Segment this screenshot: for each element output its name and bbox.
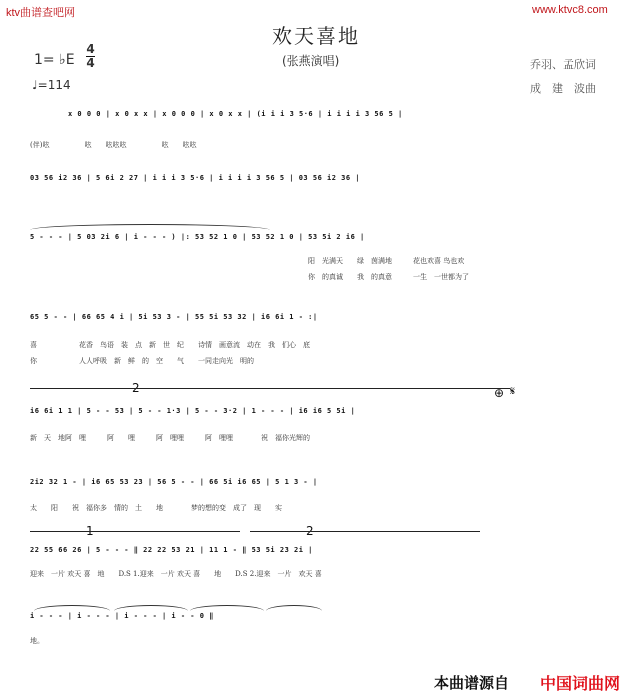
score-row-2: 03 56 i2 36 | 5 6i 2 27 | i i i 3 5·6 | i i i i 3 56 5 | 03 56 i2 36 |	[30, 174, 361, 182]
segno-sign: 𝄋	[510, 384, 516, 398]
tie-row8c	[190, 605, 264, 611]
score-row-7: 22 55 66 26 | 5 - - - ‖ 22 22 53 21 | 11 1 - ‖ 53 5i 23 2i |	[30, 546, 313, 554]
score-row-8: i - - - | i - - - | i - - - | i - - 0 ‖	[30, 612, 214, 620]
site-name-left: ktv曲谱查吧网	[6, 7, 76, 19]
lyric-row-4a: 喜 花香 鸟语 装 点 新 世 纪 诗情 画意流 动在 我 们心 底	[30, 341, 310, 349]
coda-sign: ⊕	[494, 386, 505, 400]
time-signature	[86, 44, 95, 69]
song-title: 欢天喜地	[272, 24, 360, 48]
tempo-marking: ♩=114	[32, 78, 71, 92]
score-row-3: 5 - - - | 5 03 2i 6 | i - - - ) |: 53 52 1 0 | 53 52 1 0 | 53 5i 2 i6 |	[30, 233, 365, 241]
score-row-6: 2i2 32 1 - | i6 65 53 23 | 56 5 - - | 66 5i i6 65 | 5 1 3 - |	[30, 478, 318, 486]
footer-source-label: 本曲谱源自	[434, 674, 510, 692]
lyricist-credit: 乔羽、孟欣词	[530, 58, 596, 71]
score-row-1: x 0 0 0 | x 0 x x | x 0 0 0 | x 0 x x | (i i i 3 5·6 | i i i i 3 56 5 |	[68, 110, 403, 118]
site-url-right: www.ktvc8.com	[532, 4, 608, 16]
tie-row8d	[266, 605, 322, 611]
tie-row8b	[114, 605, 188, 611]
lyric-row-3b: 你 的真诚 我 的真意 一生 一世都为了	[308, 273, 469, 281]
tie-row8a	[34, 605, 110, 611]
lyric-row-8: 地。	[30, 637, 44, 645]
volta-1-bracket	[30, 531, 240, 532]
footer-site-name: 中国词曲网	[540, 674, 621, 693]
key-signature	[34, 52, 75, 68]
lyric-row-7: 迎来 一片 欢天 喜 地 D.S 1.迎来 一片 欢天 喜 地 D.S 2.迎来 一片 欢天 喜	[30, 570, 322, 578]
time-denominator: 4	[86, 56, 95, 70]
key-label: 1= ♭E	[34, 52, 75, 68]
tie-row2	[30, 224, 270, 230]
score-row-5: i6 6i 1 1 | 5 - - 53 | 5 - - 1·3 | 5 - - 3·2 | 1 - - - | i6 i6 5 5i |	[30, 407, 356, 415]
lyric-row-5: 新 天 地阿 哩 阿 哩 阿 哩哩 阿 哩哩 祝 福你光辉的	[30, 434, 310, 442]
lyric-row-1: (伴)呟 呟 呟呟呟 呟 呟呟	[30, 141, 197, 149]
time-numerator: 4	[86, 42, 95, 56]
volta-2b-bracket	[250, 531, 480, 532]
lyric-row-3a: 阳 光满天 绿 茵满地 花也欢喜 鸟也欢	[308, 257, 465, 265]
volta-2-bracket	[30, 388, 510, 389]
score-row-4: 65 5 - - | 66 65 4 i | 5i 53 3 - | 55 5i 53 32 | i6 6i 1 - :|	[30, 313, 318, 321]
composer-credit: 成 建 波曲	[530, 82, 596, 95]
singer-label: (张燕演唱)	[282, 54, 340, 68]
lyric-row-6: 太 阳 祝 福你多 情的 土 地 梦的想的变 成了 现 实	[30, 504, 282, 512]
lyric-row-4b: 你 人人呼吸 新 鲜 的 空 气 一同走向光 明的	[30, 357, 254, 365]
